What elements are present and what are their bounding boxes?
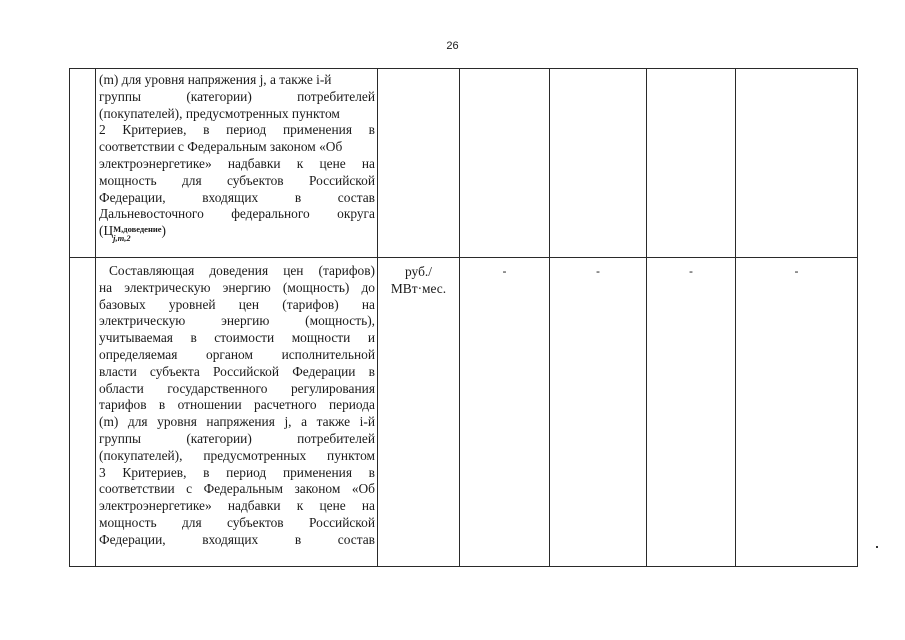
unit-cell — [378, 69, 460, 258]
description-cell — [96, 69, 378, 258]
table-row — [70, 69, 858, 258]
text-line: Дальневосточного федерального округа — [99, 206, 375, 222]
text-line: области государственного регулирования — [99, 380, 375, 396]
value-cell — [647, 69, 736, 258]
text-line: группы (категории) потребителей — [99, 88, 375, 104]
text-line: группы (категории) потребителей — [99, 430, 375, 446]
symbol-base: (Ц — [99, 223, 114, 239]
description-cell — [96, 258, 378, 567]
text-line: соответствии с Федеральным законом «Об — [99, 139, 343, 155]
text-line: Составляющая доведения цен (тарифов) — [109, 263, 375, 278]
description-text — [96, 69, 377, 243]
symbol-superscript: М,доведение — [113, 224, 162, 235]
value-cell — [460, 258, 550, 567]
text-line: учитываемая в стоимости мощности и — [99, 330, 375, 346]
text-line: тарифов в отношении расчетного периода — [99, 397, 375, 413]
value-dash: - — [689, 264, 693, 278]
symbol-close: ) — [161, 223, 166, 239]
unit-cell — [378, 258, 460, 567]
row-number-cell — [70, 69, 96, 258]
page-number: 26 — [446, 40, 459, 52]
text-line: мощность для субъектов Российской — [99, 172, 375, 188]
text-line: 3 Критериев, в период применения в — [99, 464, 375, 480]
text-line: (покупателей), предусмотренных пунктом — [99, 105, 340, 121]
text-line: мощность для субъектов Российской — [99, 514, 375, 530]
unit-text — [378, 258, 459, 298]
text-line: Федерации, входящих в состав — [99, 189, 375, 205]
formula-symbol — [99, 223, 375, 243]
text-line: электрическую энергию (мощность), — [99, 313, 375, 329]
text-line: электроэнергетике» надбавки к цене на — [99, 155, 375, 171]
text-line: 2 Критериев, в период применения в — [99, 122, 375, 138]
text-line: власти субъекта Российской Федерации в — [99, 363, 375, 379]
text-line: (m) для уровня напряжения j, а также i-й — [99, 414, 375, 430]
text-line: соответствии с Федеральным законом «Об — [99, 481, 375, 497]
value-cell — [550, 69, 647, 258]
value-cell — [736, 258, 858, 567]
text-line: (покупателей), предусмотренных пунктом — [99, 447, 375, 463]
value-dash: - — [596, 264, 600, 278]
value-dash: - — [794, 264, 799, 278]
text-line: (m) для уровня напряжения j, а также i-й — [99, 72, 332, 87]
value-cell — [647, 258, 736, 567]
text-line: электроэнергетике» надбавки к цене на — [99, 498, 375, 514]
text-line: базовых уровней цен (тарифов) на — [99, 296, 375, 312]
value-cell — [736, 69, 858, 258]
text-line: на электрическую энергию (мощность) до — [99, 279, 375, 295]
value-cell — [550, 258, 647, 567]
scan-speck — [876, 546, 878, 548]
value-cell — [460, 69, 550, 258]
unit-line: МВт·мес. — [390, 280, 447, 296]
text-line: Федерации, входящих в состав — [99, 531, 375, 547]
row-number-cell — [70, 258, 96, 567]
table-row — [70, 258, 858, 567]
symbol-subscript: j,m,2 — [113, 233, 131, 244]
text-line: определяемая органом исполнительной — [99, 346, 375, 362]
tariff-table — [69, 68, 858, 567]
description-text — [96, 258, 377, 549]
value-dash: - — [502, 264, 507, 278]
unit-line: руб./ — [405, 264, 432, 279]
